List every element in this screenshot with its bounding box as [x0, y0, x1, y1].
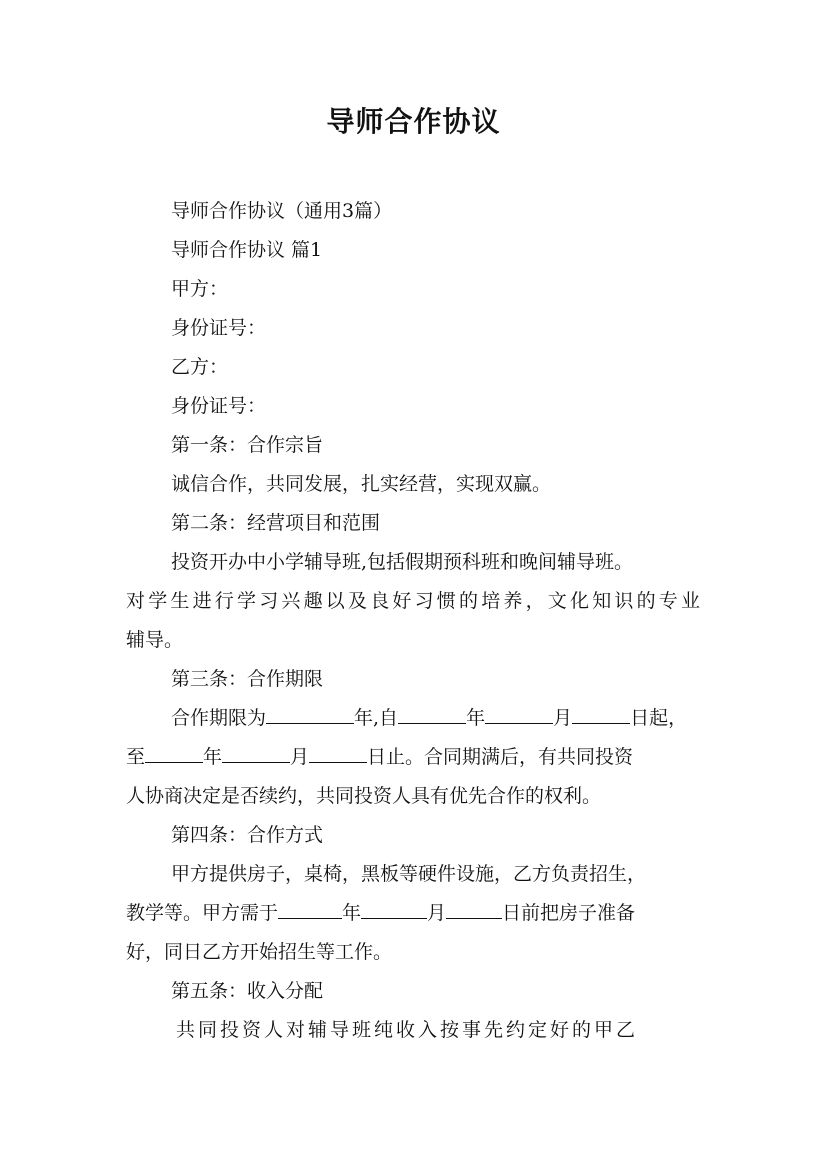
- subtitle-line: 导师合作协议（通用3篇）: [171, 200, 393, 222]
- blank-field: [361, 900, 427, 919]
- term2-text-c: 月: [290, 746, 310, 768]
- article-2-text-line-2: 对学生进行学习兴趣以及良好习惯的培养，文化知识的专业: [126, 590, 700, 612]
- article-2-heading: 第二条：经营项目和范围: [171, 512, 381, 534]
- document-title: 导师合作协议: [326, 105, 501, 138]
- term-text-d: 月: [553, 707, 573, 729]
- blank-field: [446, 900, 502, 919]
- term2-text-d: 日止。合同期满后，有共同投资: [367, 746, 634, 768]
- article-1-text: 诚信合作，共同发展，扎实经营，实现双赢。: [171, 473, 552, 495]
- article-4-text-line-2: [126, 900, 635, 926]
- article-2-text-line-1: 投资开办中小学辅导班,包括假期预科班和晚间辅导班。: [171, 551, 634, 573]
- article-5-heading: 第五条：收入分配: [171, 980, 324, 1002]
- section-heading: 导师合作协议 篇1: [171, 239, 323, 261]
- article-3-text-line-3: 人协商决定是否续约，共同投资人具有优先合作的权利。: [126, 785, 602, 807]
- term-text-c: 年: [466, 707, 486, 729]
- party-b-label: 乙方：: [171, 356, 229, 378]
- blank-field: [145, 744, 203, 763]
- blank-field: [222, 744, 290, 763]
- term-text-a: 合作期限为: [171, 707, 267, 729]
- term2-text-a: 至: [126, 746, 146, 768]
- prep-text-c: 月: [427, 902, 447, 924]
- article-3-term-line-2: [126, 744, 633, 770]
- article-4-text-line-1: 甲方提供房子，桌椅，黑板等硬件设施，乙方负责招生，: [171, 863, 647, 885]
- article-5-text-line-1: 共同投资人对辅导班纯收入按事先约定好的甲乙: [176, 1019, 639, 1041]
- blank-field: [485, 705, 553, 724]
- term-text-b: 年,自: [354, 707, 399, 729]
- article-1-heading: 第一条：合作宗旨: [171, 434, 324, 456]
- term2-text-b: 年: [203, 746, 223, 768]
- party-a-id-label: 身份证号：: [171, 317, 267, 339]
- blank-field: [309, 744, 367, 763]
- blank-field: [278, 900, 342, 919]
- blank-field: [572, 705, 630, 724]
- article-4-heading: 第四条：合作方式: [171, 824, 324, 846]
- prep-text-b: 年: [342, 902, 362, 924]
- blank-field: [398, 705, 466, 724]
- party-b-id-label: 身份证号：: [171, 395, 267, 417]
- article-3-heading: 第三条：合作期限: [171, 668, 324, 690]
- prep-text-d: 日前把房子准备: [502, 902, 636, 924]
- prep-text-a: 教学等。甲方需于: [126, 902, 279, 924]
- blank-field: [266, 705, 354, 724]
- article-2-text-line-3: 辅导。: [126, 629, 184, 651]
- party-a-label: 甲方：: [171, 278, 229, 300]
- term-text-e: 日起，: [630, 707, 688, 729]
- article-3-term-line-1: [171, 705, 687, 731]
- article-4-text-line-3: 好，同日乙方开始招生等工作。: [126, 941, 393, 963]
